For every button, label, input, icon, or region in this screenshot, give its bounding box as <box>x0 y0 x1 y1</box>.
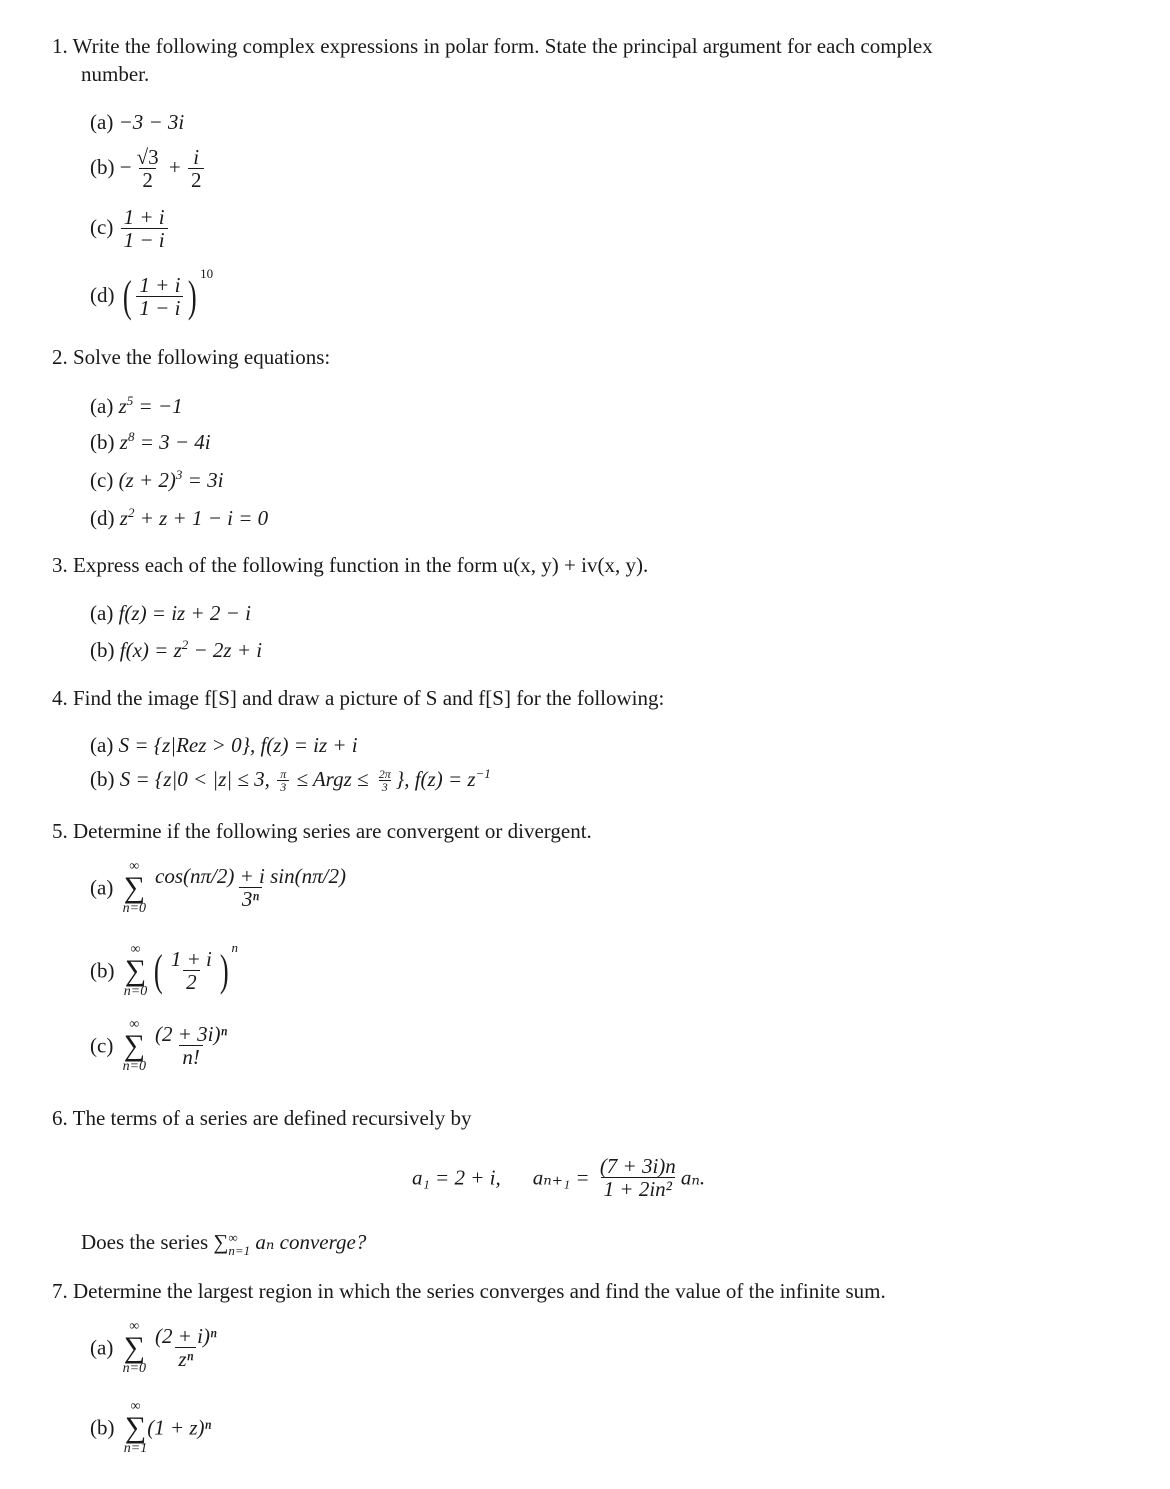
fraction <box>188 146 205 192</box>
sigma-icon: ∑ <box>213 1230 229 1254</box>
numerator: π <box>280 766 287 781</box>
p4-item-a <box>90 733 358 758</box>
exponent: 2 <box>181 637 189 652</box>
right-paren: ) <box>219 946 229 996</box>
sum-upper: ∞ <box>228 1230 238 1246</box>
p4-item-b <box>90 766 491 795</box>
exponent: −1 <box>475 766 491 781</box>
numerator: √3 <box>136 145 159 169</box>
numerator: cos(nπ/2) + i sin(nπ/2) <box>155 864 346 889</box>
summation <box>123 1320 146 1376</box>
math-rhs: = 3i <box>182 468 224 492</box>
math-rhs: = −1 <box>133 394 183 418</box>
sum-upper: ∞ <box>129 859 140 874</box>
recursive-lhs: aₙ₊₁ = <box>532 1165 590 1190</box>
fraction <box>134 146 162 192</box>
math-rhs: = 3 − 4i <box>134 430 211 454</box>
question-text: Does the series <box>81 1230 209 1254</box>
summation <box>124 1400 147 1456</box>
question-text: aₙ converge? <box>255 1230 367 1254</box>
item-label: (c) <box>90 468 114 492</box>
sum-upper: ∞ <box>129 1319 140 1334</box>
math-expr: S = {z|Rez > 0}, f(z) = iz + i <box>118 733 358 757</box>
math-expr: f(z) = iz + 2 − i <box>118 601 251 625</box>
item-label: (a) <box>90 110 114 134</box>
item-label: (b) <box>90 638 115 662</box>
numerator: (2 + 3i)ⁿ <box>155 1022 228 1047</box>
p5-item-a <box>90 860 351 916</box>
item-label: (a) <box>90 601 114 625</box>
fraction <box>121 206 168 252</box>
math-part: }, f(z) = z <box>395 767 476 791</box>
sum-upper: ∞ <box>130 1399 141 1414</box>
problem-text: Determine the largest region in which the series converges and find the value of the infinite sum. <box>73 1279 886 1303</box>
fraction <box>152 865 349 911</box>
item-label: (b) <box>90 958 115 983</box>
sigma-icon: ∑ <box>123 1029 145 1062</box>
item-label: (b) <box>90 154 115 179</box>
plus-sign: + <box>168 154 181 179</box>
sum-lower: n=0 <box>122 1361 147 1376</box>
left-paren: ( <box>122 272 132 322</box>
exponent: 2 <box>127 505 135 520</box>
denominator: 3 <box>277 780 289 794</box>
p1-item-b <box>90 146 206 192</box>
denominator: zⁿ <box>175 1347 196 1371</box>
problem-number: 2. <box>52 345 68 369</box>
problem-text: Determine if the following series are convergent or divergent. <box>73 819 592 843</box>
exponent: 3 <box>175 467 183 482</box>
numerator: 1 + i <box>123 205 165 229</box>
math-expr: −3 − 3i <box>118 110 185 134</box>
p7-item-b <box>90 1400 211 1456</box>
fraction <box>277 768 289 795</box>
recursive-rhs: aₙ. <box>680 1165 706 1190</box>
denominator: 2 <box>183 970 200 994</box>
denominator: 2 <box>188 168 205 192</box>
denominator: 3ⁿ <box>239 887 262 911</box>
fraction <box>152 1023 230 1069</box>
p5-item-c <box>90 1018 232 1074</box>
sum-lower: n=1 <box>228 1243 251 1259</box>
math-lhs: f(x) = z <box>119 638 182 662</box>
numerator: (2 + i)ⁿ <box>155 1324 217 1349</box>
math-lhs: z <box>118 394 127 418</box>
sum-lower: n=0 <box>122 1059 147 1074</box>
problem-5-text <box>52 819 592 844</box>
problem-text: Solve the following equations: <box>73 345 331 369</box>
denominator: 2 <box>139 168 156 192</box>
sum-upper: ∞ <box>129 1017 140 1032</box>
sum-limits <box>228 1231 250 1257</box>
problem-text: The terms of a series are defined recursively by <box>72 1106 472 1130</box>
p7-item-a <box>90 1320 222 1376</box>
p1-item-a <box>90 110 184 135</box>
math-part: S = {z|0 < |z| ≤ 3, <box>119 767 270 791</box>
problem-1-text-cont: number. <box>81 62 150 86</box>
p6-question <box>81 1230 366 1257</box>
problem-6-text <box>52 1106 471 1131</box>
p6-recursion <box>412 1155 705 1201</box>
p2-item-b <box>90 429 211 455</box>
summation <box>124 943 147 999</box>
p2-item-a <box>90 393 183 419</box>
sum-upper: ∞ <box>130 942 141 957</box>
problem-number: 3. <box>52 553 68 577</box>
left-paren: ( <box>154 946 163 996</box>
p1-item-c <box>90 206 170 252</box>
problem-3-text <box>52 553 648 578</box>
item-label: (d) <box>90 506 115 530</box>
sigma-icon: ∑ <box>123 871 145 904</box>
sigma-icon: ∑ <box>124 954 147 987</box>
denominator: 1 + 2in² <box>601 1177 675 1201</box>
p5-item-b <box>90 940 238 999</box>
p3-item-a <box>90 601 251 626</box>
item-label: (c) <box>90 1033 114 1058</box>
fraction <box>376 768 394 795</box>
denominator: 1 − i <box>121 228 168 252</box>
exponent: 8 <box>127 429 135 444</box>
numerator: i <box>193 145 200 169</box>
sigma-icon: ∑ <box>123 1331 145 1364</box>
denominator: n! <box>179 1045 203 1069</box>
summation <box>123 860 146 916</box>
p3-item-b <box>90 637 262 663</box>
problem-text: Write the following complex expressions in polar form. State the principal argument for each complex <box>72 34 933 58</box>
right-paren: ) <box>188 272 198 322</box>
fraction <box>136 274 183 320</box>
math-rhs: − 2z + i <box>188 638 263 662</box>
problem-text: Find the image f[S] and draw a picture of S and f[S] for the following: <box>73 686 665 710</box>
math-lhs: z <box>119 430 128 454</box>
fraction <box>597 1155 679 1201</box>
sigma-icon: ∑ <box>124 1411 147 1444</box>
minus-sign: − <box>119 154 132 179</box>
denominator: 3 <box>379 780 391 794</box>
numerator: 1 + i <box>139 273 181 298</box>
problem-4-text <box>52 686 664 711</box>
math-part: ≤ Argz ≤ <box>296 767 369 791</box>
p2-item-c <box>90 467 223 493</box>
item-label: (c) <box>90 214 114 239</box>
problem-2-text <box>52 345 330 370</box>
exponent: n <box>231 940 239 955</box>
item-label: (b) <box>90 767 115 791</box>
initial-term: a₁ = 2 + i, <box>412 1165 501 1190</box>
numerator: 1 + i <box>170 947 212 972</box>
problem-number: 7. <box>52 1279 68 1303</box>
sum-lower: n=0 <box>122 901 147 916</box>
summation <box>123 1018 146 1074</box>
exponent: 5 <box>126 393 134 408</box>
math-lhs: (z + 2) <box>118 468 176 492</box>
p1-item-d <box>90 266 213 320</box>
math-rhs: + z + 1 − i = 0 <box>134 506 269 530</box>
item-label: (a) <box>90 875 114 900</box>
numerator: 2π <box>378 766 391 781</box>
item-label: (a) <box>90 733 114 757</box>
problem-number: 1. <box>52 34 68 58</box>
item-label: (d) <box>90 283 115 307</box>
item-label: (a) <box>90 394 114 418</box>
fraction <box>168 948 215 994</box>
sum-lower: n=1 <box>123 1441 148 1456</box>
p2-item-d <box>90 505 268 531</box>
denominator: 1 − i <box>136 296 183 320</box>
problem-7-text <box>52 1279 886 1304</box>
numerator: (7 + 3i)n <box>599 1154 676 1178</box>
problem-text: Express each of the following function in the form u(x, y) + iv(x, y). <box>73 553 649 577</box>
problem-1-text <box>52 34 933 59</box>
problem-number: 5. <box>52 819 68 843</box>
exponent: 10 <box>200 266 214 281</box>
item-label: (b) <box>90 430 115 454</box>
fraction <box>152 1325 220 1371</box>
item-label: (a) <box>90 1335 114 1360</box>
item-label: (b) <box>90 1415 115 1440</box>
math-expr: (1 + z)ⁿ <box>147 1415 212 1440</box>
sum-lower: n=0 <box>123 984 148 999</box>
math-lhs: z <box>119 506 128 530</box>
problem-number: 6. <box>52 1106 68 1130</box>
problem-number: 4. <box>52 686 68 710</box>
